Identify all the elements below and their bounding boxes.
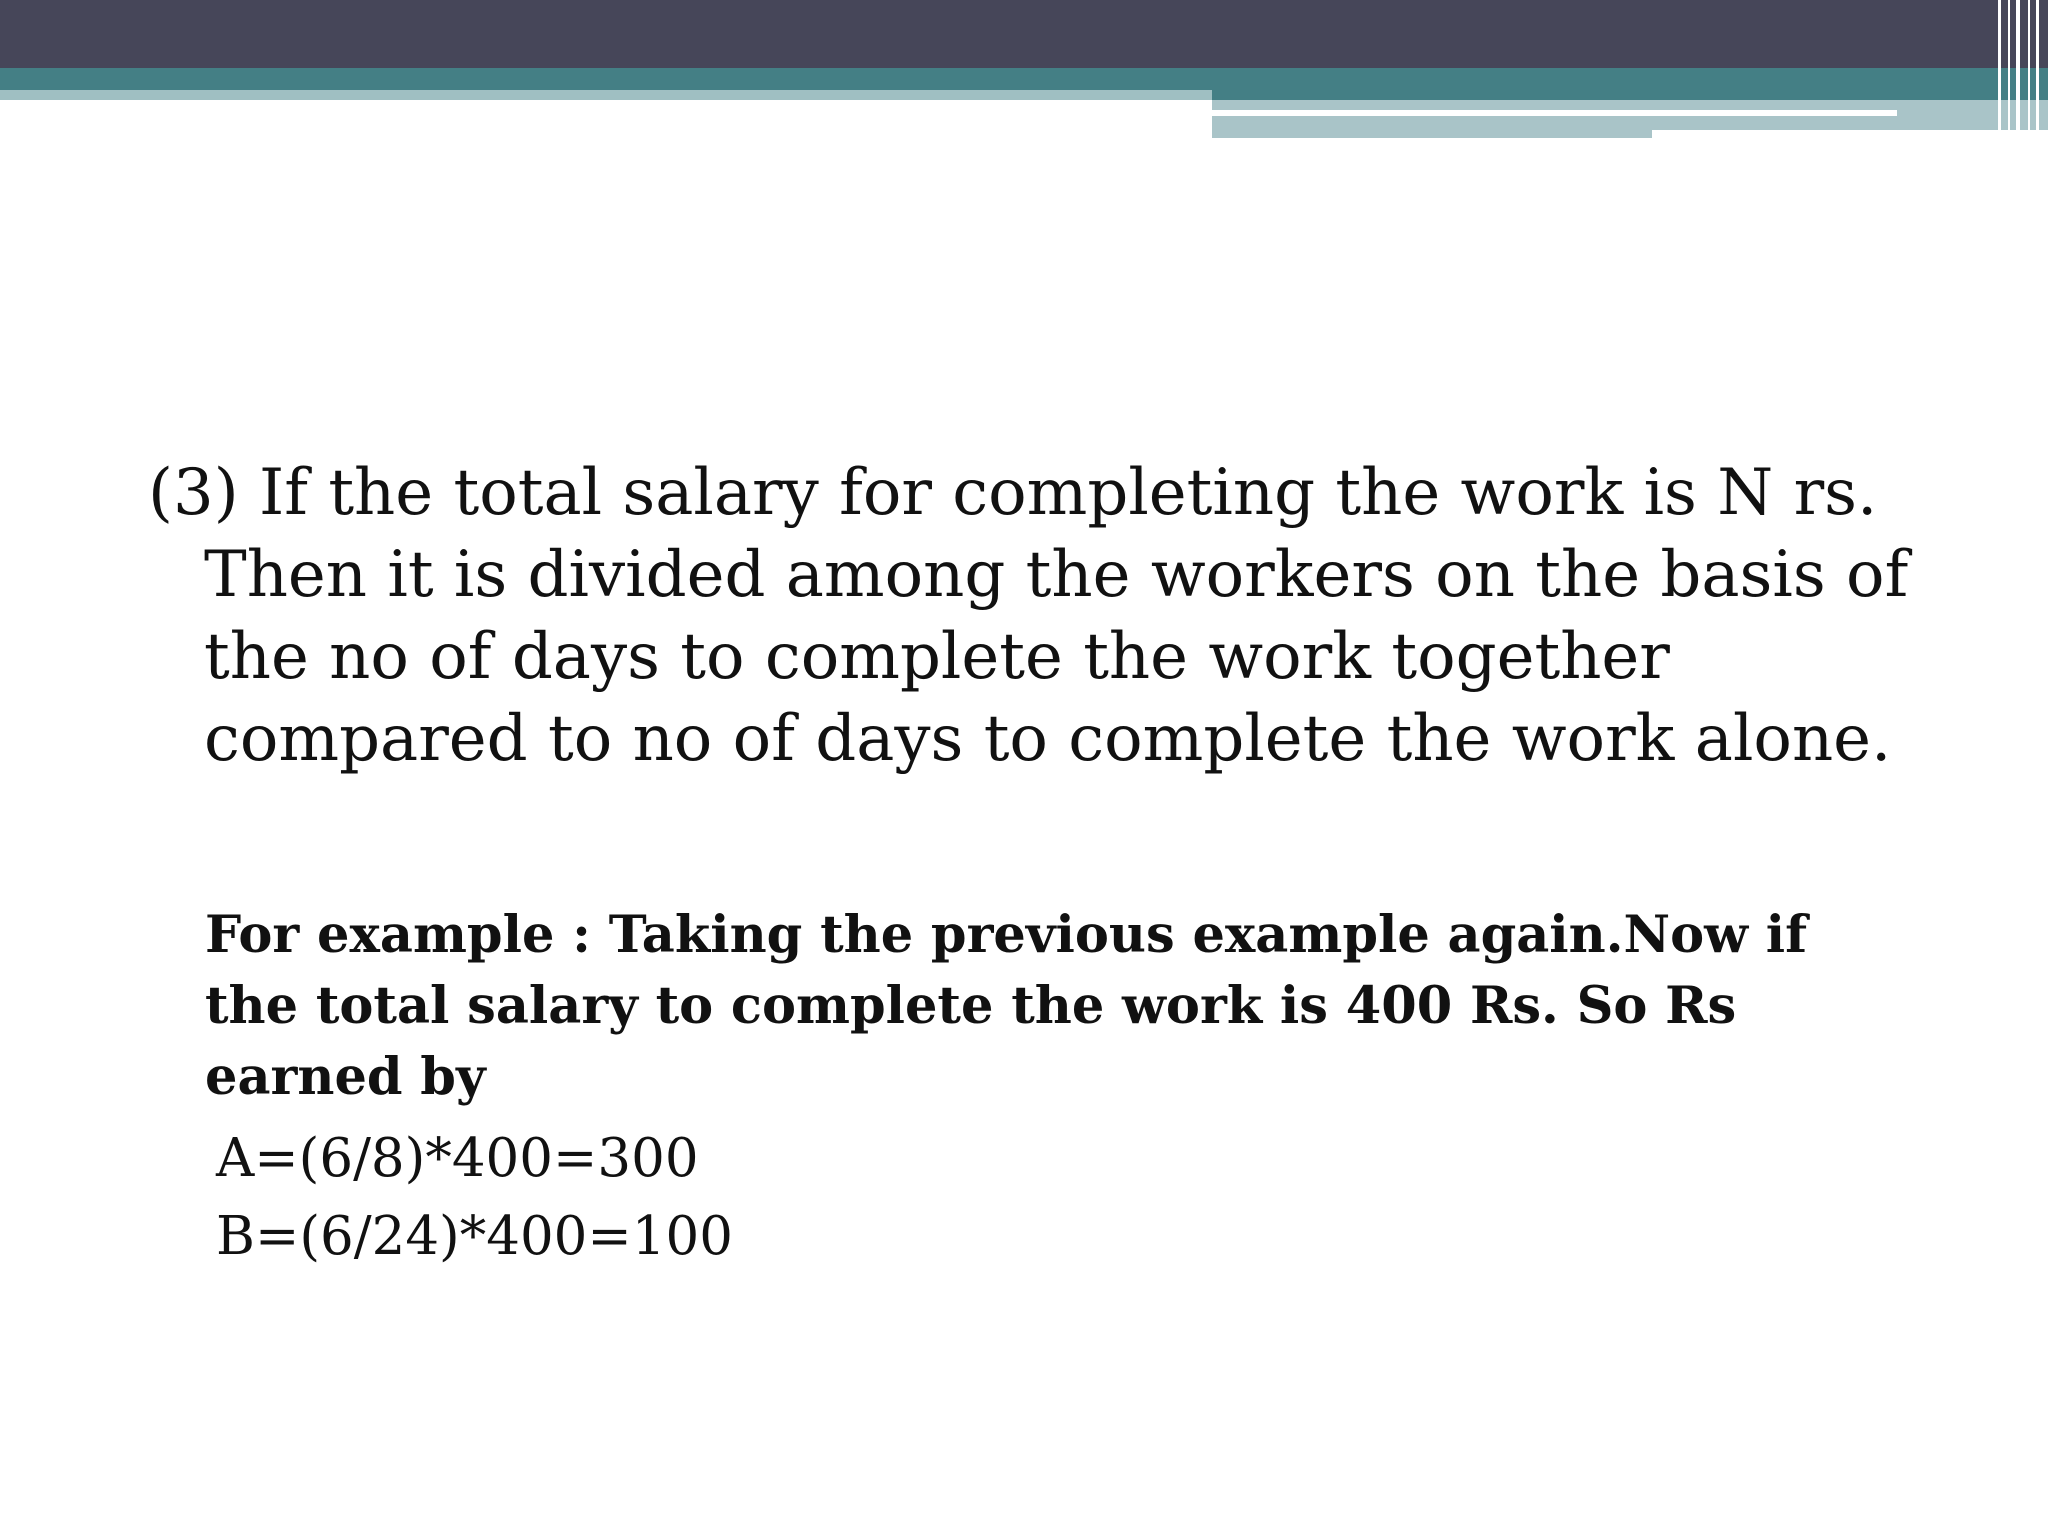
calculation-a: A=(6/8)*400=300 [216,1128,699,1189]
header-vertical-stripes [1990,0,2048,138]
header-teal-band-right [1212,68,2048,100]
header-white-notch [1652,130,2048,138]
calculation-b: B=(6/24)*400=100 [216,1206,733,1267]
example-text: For example : Taking the previous example again.Now if the total salary to complete the work is 400 Rs. So Rs earned by [205,905,1808,1107]
main-point-text: (3) If the total salary for completing the work is N rs. Then it is divided among the workers on the basis of the no of days to complete the work together compared to no of days to complete the work alone. [148,456,1909,776]
header-light-band-left [0,90,1212,100]
header-white-line [1212,110,1897,116]
header-dark-band [0,0,2048,68]
header-teal-band-left [0,68,1212,90]
